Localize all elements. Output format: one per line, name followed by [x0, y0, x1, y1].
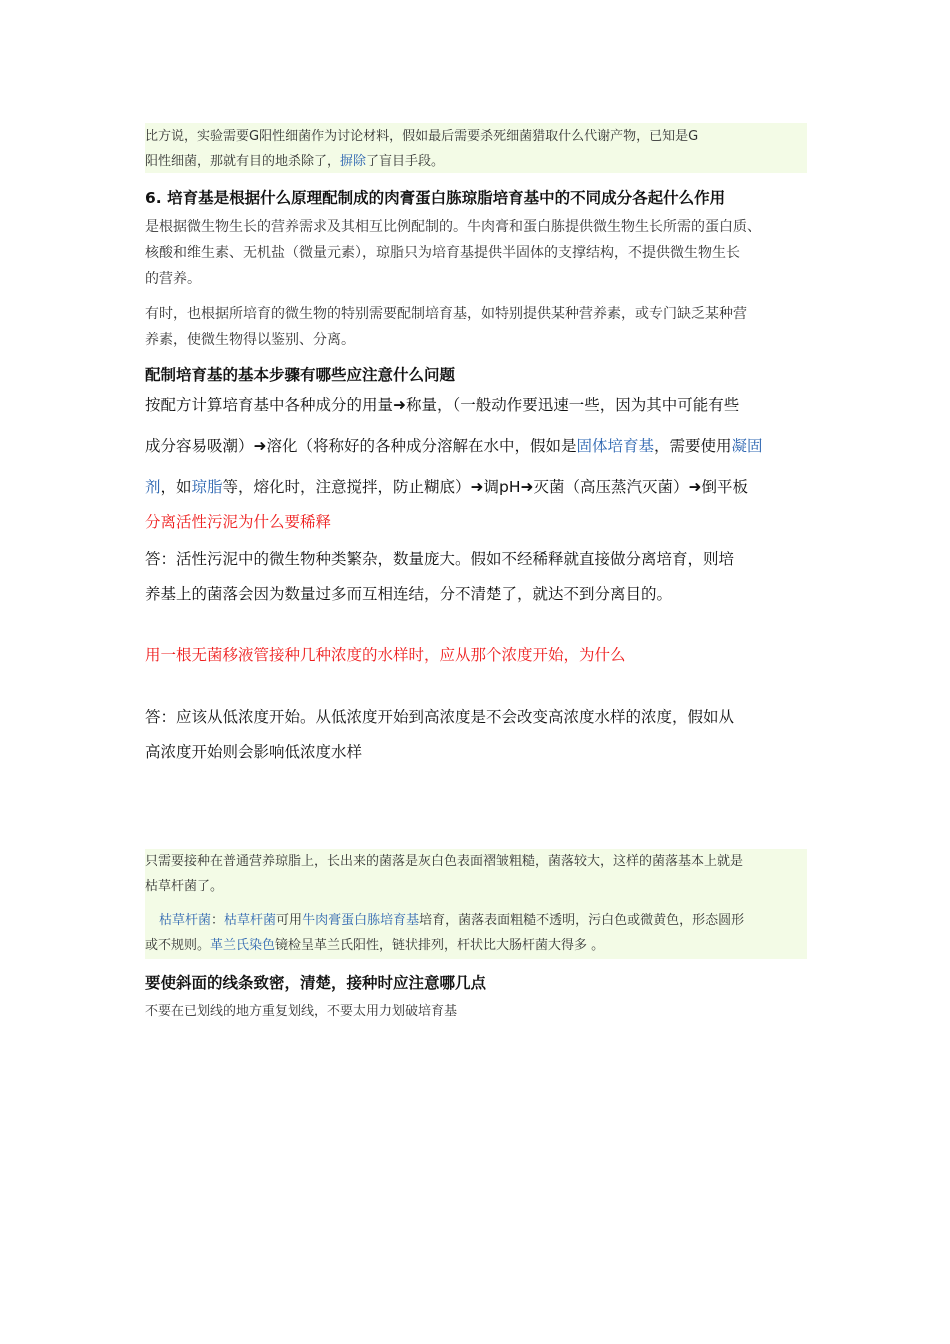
text-line: 核酸和维生素、无机盐（微量元素），琼脂只为培育基提供半固体的支撑结构，不提供微生物生长 — [145, 245, 740, 261]
text-line — [145, 933, 604, 958]
text-line — [145, 149, 444, 174]
text-line: 有时，也根据所培育的微生物的特别需要配制培育基，如特别提供某种营养素，或专门缺乏某种营 — [145, 306, 747, 322]
text-line — [145, 431, 763, 461]
text-segment: ，需要使用 — [654, 437, 732, 455]
steps-heading: 配制培育基的基本步骤有哪些应注意什么问题 — [145, 366, 456, 384]
link-solid-medium[interactable]: 固体培育基 — [576, 437, 655, 455]
text-segment: 培育，菌落表面粗糙不透明，污白色或微黄色，形态圆形 — [419, 913, 745, 928]
link-coagulant[interactable]: 凝固 — [731, 437, 763, 455]
paragraph-g-positive — [145, 123, 807, 173]
text-line — [159, 908, 744, 933]
text-line: 养基上的菌落会因为数量过多而互相连结，分不清楚了，就达不到分离目的。 — [145, 585, 673, 603]
text-line: 答：应该从低浓度开始。从低浓度开始到高浓度是不会改变高浓度水样的浓度，假如从 — [145, 708, 735, 726]
text-line: 是根据微生物生长的营养需求及其相互比例配制的。牛肉膏和蛋白胨提供微生物生长所需的蛋白质、 — [145, 219, 761, 235]
pipette-question: 用一根无菌移液管接种几种浓度的水样时，应从那个浓度开始，为什么 — [145, 646, 626, 664]
paragraph-principle — [145, 214, 807, 292]
text-segment: 镜检呈革兰氏阳性，链状排列，杆状比大肠杆菌大得多 。 — [275, 938, 605, 953]
text-segment: ： — [211, 913, 225, 928]
paragraph-special-needs — [145, 301, 807, 353]
text-segment: ，如 — [160, 478, 192, 496]
text-line: 的营养。 — [145, 271, 201, 287]
text-line: 高浓度开始则会影响低浓度水样 — [145, 743, 363, 761]
text-line: 答：活性污泥中的微生物种类繁杂，数量庞大。假如不经稀释就直接做分离培育，则培 — [145, 550, 735, 568]
paragraph-steps — [145, 390, 807, 496]
link-bacillus-subtilis[interactable]: 枯草杆菌 — [159, 913, 212, 928]
text-segment: 阳性细菌，那就有目的地杀除了， — [145, 154, 341, 169]
slant-streak-answer: 不要在已划线的地方重复划线，不要太用力划破培育基 — [145, 1004, 458, 1019]
text-line: 养素，使微生物得以鉴别、分离。 — [145, 332, 355, 348]
text-line: 枯草杆菌了。 — [145, 879, 224, 894]
link-beef-peptone-medium[interactable]: 牛肉膏蛋白胨培育基 — [302, 913, 420, 928]
text-line: 按配方计算培育基中各种成分的用量➜称量，（一般动作要迅速一些，因为其中可能有些 — [145, 396, 740, 414]
link-bingchu[interactable]: 摒除 — [340, 154, 367, 169]
slant-streak-heading: 要使斜面的线条致密，清楚，接种时应注意哪几点 — [145, 974, 487, 992]
link-bacillus-subtilis-2[interactable]: 枯草杆菌 — [224, 913, 277, 928]
text-segment: 了盲目手段。 — [366, 154, 445, 169]
text-segment: 可用 — [276, 913, 303, 928]
text-line — [145, 472, 748, 502]
question-6-heading: 6. 培育基是根据什么原理配制成的肉膏蛋白胨琼脂培育基中的不同成分各起什么作用 — [145, 189, 726, 207]
pipette-answer — [145, 702, 807, 761]
sludge-dilution-answer — [145, 544, 807, 603]
link-agar[interactable]: 琼脂 — [191, 478, 223, 496]
link-coagulant-cont[interactable]: 剂 — [145, 478, 161, 496]
paragraph-bacillus — [145, 849, 807, 959]
text-segment: 或不规则。 — [145, 938, 211, 953]
sludge-dilution-question: 分离活性污泥为什么要稀释 — [145, 513, 332, 531]
text-segment: 等，熔化时，注意搅拌，防止糊底）➜调pH➜灭菌（高压蒸汽灭菌）➜倒平板 — [222, 478, 749, 496]
text-segment: 成分容易吸潮）➜溶化（将称好的各种成分溶解在水中，假如是 — [145, 437, 577, 455]
text-line: 只需要接种在普通营养琼脂上，长出来的菌落是灰白色表面褶皱粗糙，菌落较大，这样的菌落基本上就是 — [145, 854, 744, 869]
link-gram-stain[interactable]: 革兰氏染色 — [210, 938, 276, 953]
text-line: 比方说，实验需要G阳性细菌作为讨论材料，假如最后需要杀死细菌猎取什么代谢产物，已知是G — [145, 129, 699, 144]
